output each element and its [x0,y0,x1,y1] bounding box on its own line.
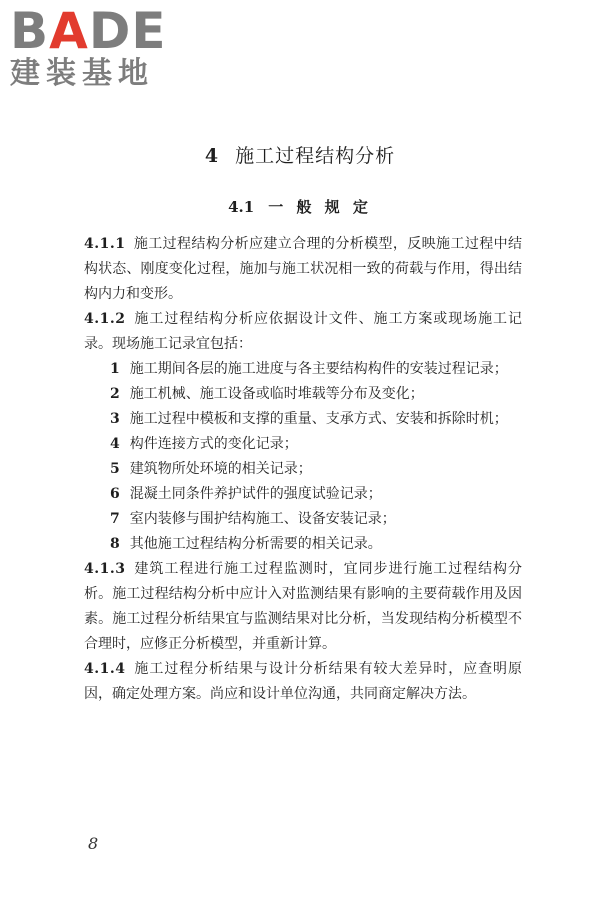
section-title-text: 一 般 规 定 [268,198,372,216]
list-item: 8 其他施工过程结构分析需要的相关记录。 [110,536,382,552]
logo-wordmark: BADE [10,2,167,60]
list-item: 7 室内装修与围护结构施工、设备安装记录； [110,511,396,527]
logo-subtitle: 建装基地 [10,56,154,91]
chapter-number: 4 [204,145,220,167]
clause-4-1-4: 4.1.4 施工过程分析结果与设计分析结果有较大差异时，应查明原因，确定处理方案。尚应和设计单位沟通，共同商定解决方法。 [84,661,522,702]
list-item: 1 施工期间各层的施工进度与各主要结构构件的安装过程记录； [110,361,508,377]
list-item: 3 施工过程中模板和支撑的重量、支承方式、安装和拆除时机； [110,411,508,427]
page-number: 8 [88,834,99,853]
site-logo [10,4,180,92]
clause-4-1-1: 4.1.1 施工过程结构分析应建立合理的分析模型，反映施工过程中结构状态、刚度变化过程，施加与施工状况相一致的荷载与作用，得出结构内力和变形。 [84,236,522,302]
section-title [0,196,600,218]
chapter-title-text: 施工过程结构分析 [235,145,396,167]
chapter-title [0,142,600,170]
clause-4-1-2: 4.1.2 施工过程结构分析应依据设计文件、施工方案或现场施工记录。现场施工记录宜包括： [84,311,522,352]
list-item: 4 构件连接方式的变化记录； [110,436,298,452]
clause-4-1-3: 4.1.3 建筑工程进行施工过程监测时，宜同步进行施工过程结构分析。施工过程结构分析中应计入对监测结果有影响的主要荷载作用及因素。施工过程分析结果宜与监测结果对比分析，当发现结构分析模型不合理时，应修正分析模型，并重新计算。 [84,561,522,652]
section-number: 4.1 [228,198,255,216]
document-body [84,232,522,707]
list-item: 2 施工机械、施工设备或临时堆载等分布及变化； [110,386,424,402]
list-item: 5 建筑物所处环境的相关记录； [110,461,312,477]
list-item: 6 混凝土同条件养护试件的强度试验记录； [110,486,382,502]
